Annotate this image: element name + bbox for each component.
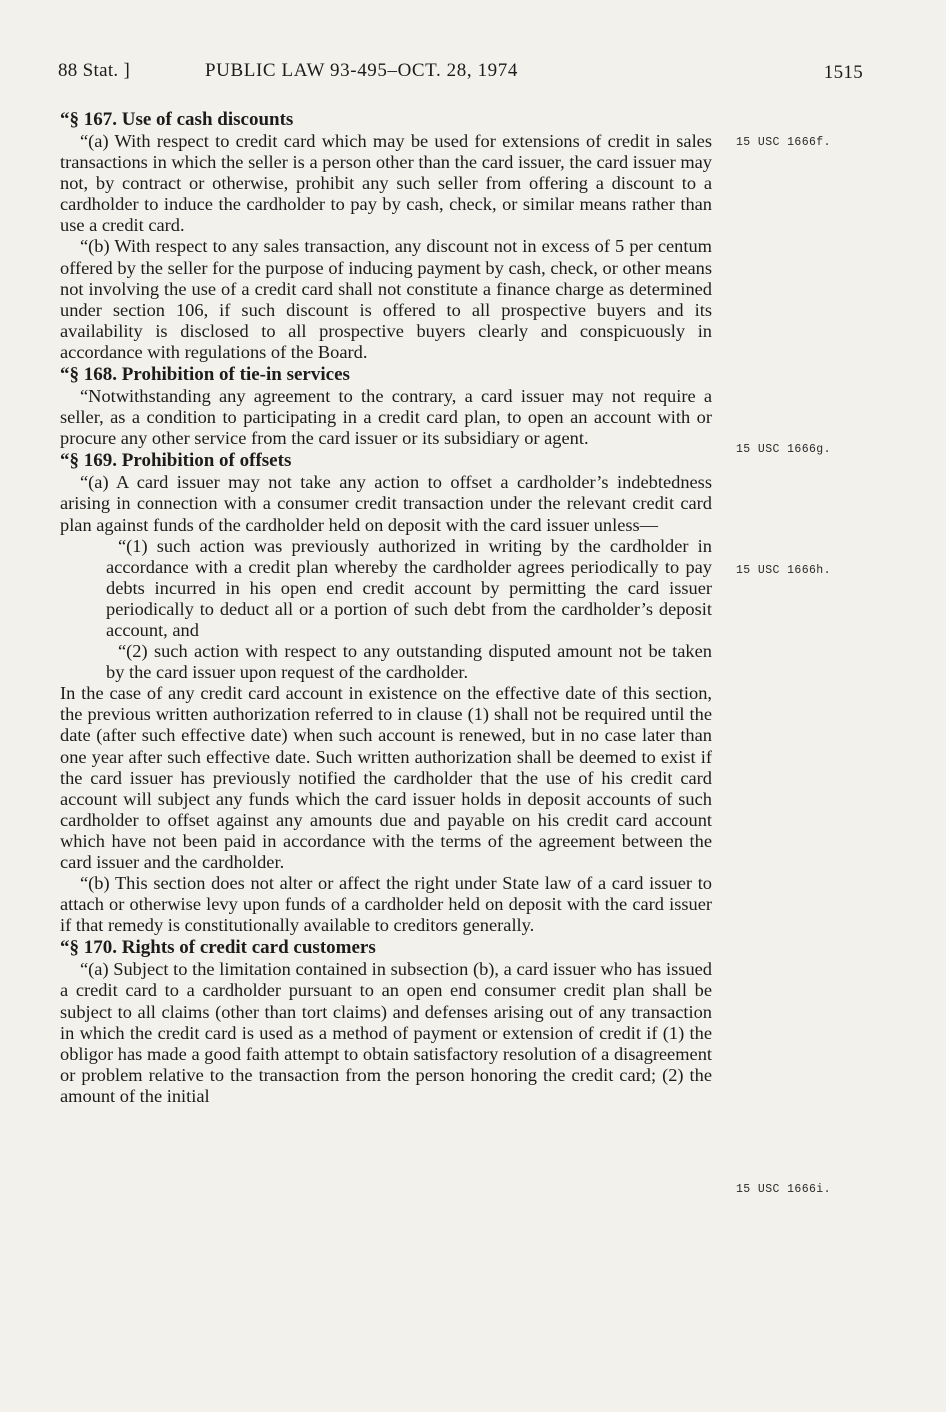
section-167-a: “(a) With respect to credit card which may be used for extensions of credit in sales transactions in which the seller is a person other than the card issuer, the card issuer may not, by contract or otherwise, prohibit any such seller from offering a discount to a cardholder to induce the cardholder to pay by cash, check, or similar means rather than use a credit card. — [60, 131, 712, 236]
section-169-a-2: “(2) such action with respect to any outstanding disputed amount not be taken by the card issuer upon request of the cardholder. — [106, 641, 712, 683]
section-170-heading: “§ 170. Rights of credit card customers — [60, 937, 376, 959]
margin-note-1666g: 15 USC 1666g. — [736, 443, 831, 456]
section-170-a: “(a) Subject to the limitation contained in subsection (b), a card issuer who has issued a credit card to a cardholder pursuant to an open end consumer credit plan shall be subject to all claims (other than tort claims) and defenses arising out of any transaction in which the credit card is used as a method of payment or extension of credit if (1) the obligor has made a good faith attempt to obtain satisfactory resolution of a disagreement or problem relative to the transaction from the person honoring the credit card; (2) the amount of the initial — [60, 959, 712, 1106]
section-169-heading: “§ 169. Prohibition of offsets — [60, 450, 292, 472]
section-168-heading: “§ 168. Prohibition of tie-in services — [60, 364, 350, 386]
section-167-b: “(b) With respect to any sales transaction, any discount not in excess of 5 per centum offered by the seller for the purpose of inducing payment by cash, check, or other means not involving the use of a credit card shall not constitute a finance charge as determined under section 106, if such discount is offered to all prospective buyers and its availability is disclosed to all prospective buyers clearly and conspicuously in accordance with regulations of the Board. — [60, 236, 712, 362]
margin-note-1666i: 15 USC 1666i. — [736, 1183, 831, 1196]
margin-note-1666h: 15 USC 1666h. — [736, 564, 831, 577]
law-title: PUBLIC LAW 93-495–OCT. 28, 1974 — [205, 60, 518, 81]
volume-reference: 88 Stat. ] — [58, 60, 131, 81]
document-body — [60, 108, 712, 1107]
section-169-case-paragraph: In the case of any credit card account in existence on the effective date of this section, the previous written authorization referred to in clause (1) shall not be required until the date (after such effective date) when such account is renewed, but in no case later than one year after such effective date. Such written authorization shall be deemed to exist if the card issuer has previously notified the cardholder that the use of his credit card account will subject any funds which the card issuer holds in deposit accounts of such cardholder to offset against any amounts due and payable on his credit card account which have not been paid in accordance with the terms of the agreement between the card issuer and the cardholder. — [60, 683, 712, 872]
section-168-text: “Notwithstanding any agreement to the contrary, a card issuer may not require a seller, as a condition to participating in a credit card plan, to open an account with or procure any other service from the card issuer or its subsidiary or agent. — [60, 386, 712, 449]
section-169-a-1: “(1) such action was previously authorized in writing by the cardholder in accordance with a credit plan whereby the cardholder agrees periodically to pay debts incurred in his open end credit account by permitting the card issuer periodically to deduct all or a portion of such debt from the cardholder’s deposit account, and — [106, 535, 712, 640]
section-169-b: “(b) This section does not alter or affect the right under State law of a card issuer to attach or otherwise levy upon funds of a cardholder held on deposit with the card issuer if that remedy is constitutionally available to creditors generally. — [60, 873, 712, 936]
page-number: 1515 — [823, 62, 863, 83]
section-169-a: “(a) A card issuer may not take any action to offset a cardholder’s indebtedness arising in connection with a consumer credit transaction under the relevant credit card plan against funds of the cardholder held on deposit with the card issuer unless— — [60, 472, 712, 535]
margin-note-1666f: 15 USC 1666f. — [736, 136, 831, 149]
section-167-heading: “§ 167. Use of cash discounts — [60, 109, 294, 130]
page-header — [58, 60, 863, 90]
